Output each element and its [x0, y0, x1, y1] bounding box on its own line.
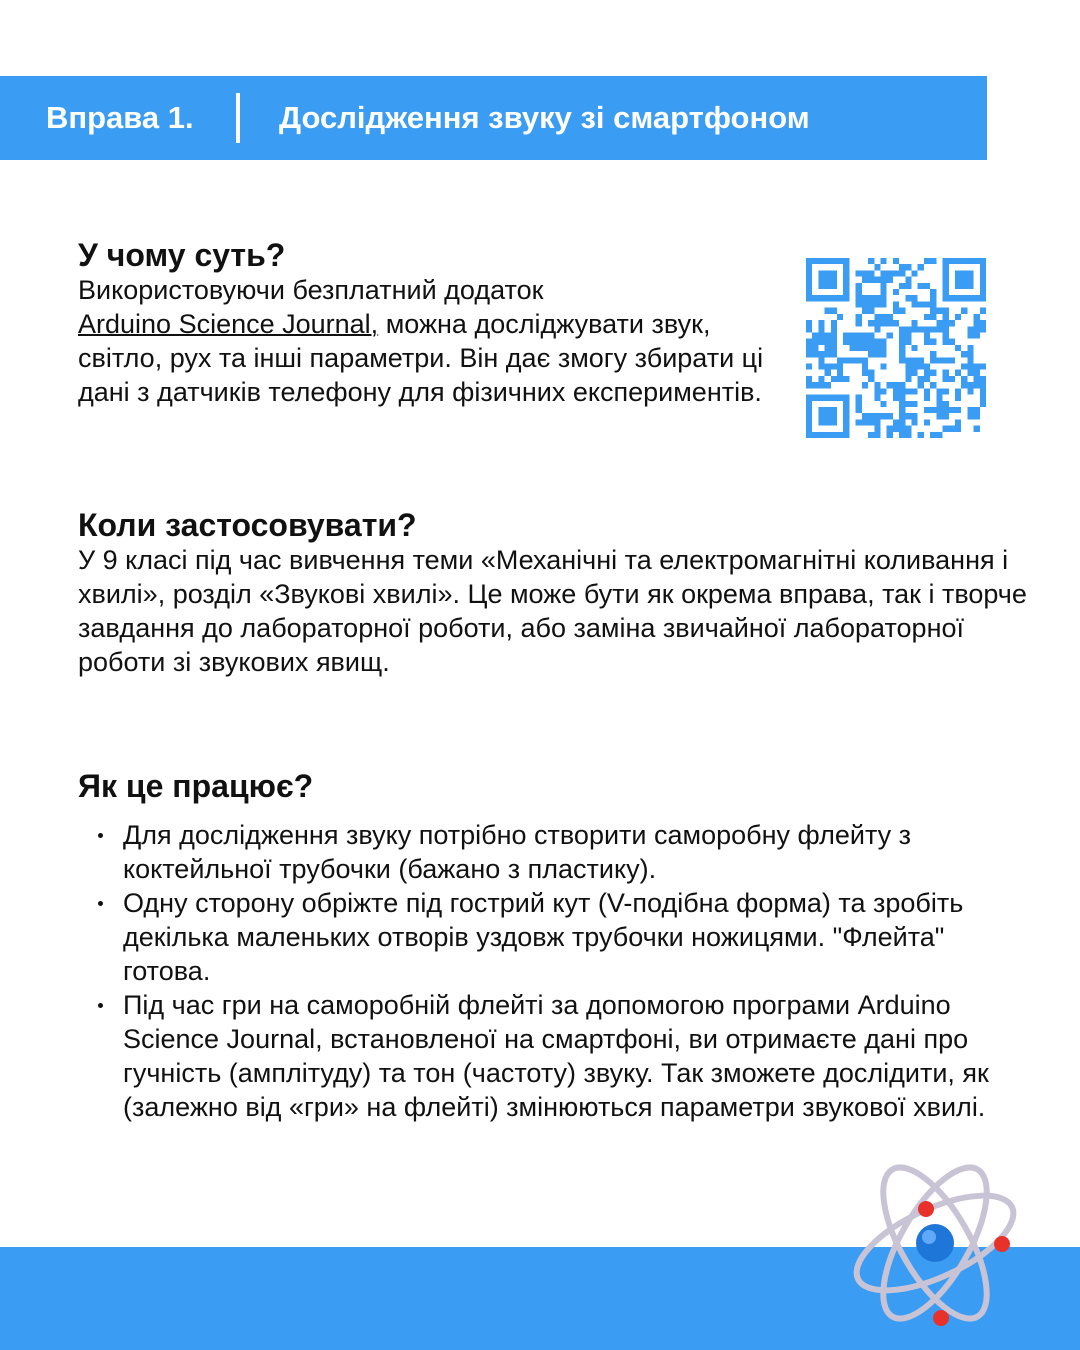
when-text: У 9 класі під час вивчення теми «Механічні та електромагнітні коливання і хвилі», розділ «Звукові хвилі». Це може бути як окрема вправа, так і творче завдання до лабораторної роботи, або заміна звичайної лабораторної роботи зі звукових явищ.	[78, 545, 1027, 677]
header-bar	[0, 76, 987, 160]
page-title: Дослідження звуку зі смартфоном	[279, 100, 810, 135]
qr-code-icon[interactable]	[806, 258, 986, 438]
essence-text-start: Використовуючи безплатний додаток	[78, 275, 544, 305]
list-item: Одну сторону обріжте під гострий кут (V-подібна форма) та зробіть декілька маленьких отворів уздовж трубочки ножицями. "Флейта" готова.	[78, 886, 1038, 988]
section-title-when: Коли застосовувати?	[78, 507, 417, 543]
arduino-science-journal-link[interactable]: Arduino Science Journal,	[78, 309, 379, 339]
section-title-essence: У чому суть?	[78, 237, 286, 273]
atom-icon	[840, 1150, 1040, 1350]
section-title-how: Як це працює?	[78, 768, 314, 804]
essence-text-end: можна досліджувати звук, світло, рух та інші параметри. Він дає змогу збирати ці дані з датчиків телефону для фізичних експериментів.	[78, 309, 764, 407]
essence-text	[78, 273, 778, 409]
how-steps-list	[78, 818, 1038, 1124]
list-item: Для дослідження звуку потрібно створити саморобну флейту з коктейльної трубочки (бажано з пластику).	[78, 818, 1038, 886]
header-divider	[236, 93, 240, 143]
section-when	[78, 507, 1038, 679]
section-how	[78, 768, 1038, 1124]
exercise-number: Вправа 1.	[46, 100, 194, 135]
section-essence	[78, 237, 778, 409]
list-item: Під час гри на саморобній флейті за допомогою програми Arduino Science Journal, встановленої на смартфоні, ви отримаєте дані про гучність (амплітуду) та тон (частоту) звуку. Так зможете дослідити, як (залежно від «гри» на флейті) змінюються параметри звукової хвилі.	[78, 988, 1038, 1124]
